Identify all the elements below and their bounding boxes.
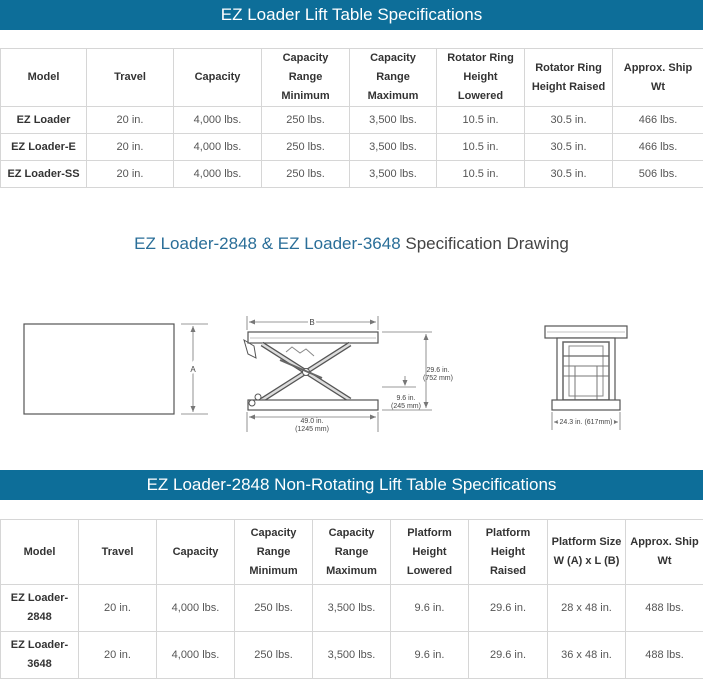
end-view-base bbox=[552, 400, 620, 410]
table-cell: 4,000 lbs. bbox=[157, 632, 235, 679]
table-cell: 250 lbs. bbox=[262, 107, 350, 134]
table-cell: 20 in. bbox=[87, 161, 174, 188]
platform-top-view bbox=[24, 324, 174, 414]
table-cell: 466 lbs. bbox=[613, 107, 703, 134]
table-cell: 250 lbs. bbox=[235, 585, 313, 632]
table-header-row bbox=[1, 520, 703, 585]
model-cell: EZ Loader-2848 bbox=[1, 585, 79, 632]
label-a: A bbox=[190, 365, 196, 374]
table-cell: 28 x 48 in. bbox=[548, 585, 626, 632]
table-cell: 4,000 lbs. bbox=[174, 161, 262, 188]
table-cell: 9.6 in. bbox=[391, 585, 469, 632]
column-header: Platform Height Lowered bbox=[391, 520, 469, 585]
model-cell: EZ Loader-SS bbox=[1, 161, 87, 188]
column-header: Travel bbox=[79, 520, 157, 585]
model-cell: EZ Loader bbox=[1, 107, 87, 134]
table-cell: 10.5 in. bbox=[437, 107, 525, 134]
table-cell: 29.6 in. bbox=[469, 632, 548, 679]
table-cell: 20 in. bbox=[79, 585, 157, 632]
table-cell: 506 lbs. bbox=[613, 161, 703, 188]
table-cell: 488 lbs. bbox=[626, 585, 703, 632]
column-header: Platform Size W (A) x L (B) bbox=[548, 520, 626, 585]
specification-drawing bbox=[0, 300, 703, 450]
raised-height-inches: 29.6 in. bbox=[426, 367, 450, 374]
column-header: Rotator Ring Height Lowered bbox=[437, 49, 525, 107]
table-cell: 466 lbs. bbox=[613, 134, 703, 161]
table-cell: 30.5 in. bbox=[525, 134, 613, 161]
table-header-row bbox=[1, 49, 703, 107]
drawing-title-suffix: Specification Drawing bbox=[400, 234, 569, 253]
drawing-title-models: EZ Loader-2848 & EZ Loader-3648 bbox=[134, 234, 401, 253]
table-cell: 3,500 lbs. bbox=[313, 585, 391, 632]
table-cell: 36 x 48 in. bbox=[548, 632, 626, 679]
table-cell: 488 lbs. bbox=[626, 632, 703, 679]
column-header: Travel bbox=[87, 49, 174, 107]
drawing-title bbox=[0, 234, 703, 254]
column-header: Capacity bbox=[174, 49, 262, 107]
table-cell: 20 in. bbox=[87, 107, 174, 134]
column-header: Approx. Ship Wt bbox=[613, 49, 703, 107]
table-cell: 3,500 lbs. bbox=[350, 161, 437, 188]
table-cell: 4,000 lbs. bbox=[157, 585, 235, 632]
table-cell: 250 lbs. bbox=[235, 632, 313, 679]
side-base bbox=[248, 400, 378, 410]
non-rotating-banner-title: EZ Loader-2848 Non-Rotating Lift Table Specifications bbox=[146, 475, 557, 494]
table-row bbox=[1, 107, 703, 134]
table-cell: 4,000 lbs. bbox=[174, 134, 262, 161]
table-row bbox=[1, 632, 703, 679]
table-cell: 3,500 lbs. bbox=[313, 632, 391, 679]
raised-height-mm: (752 mm) bbox=[423, 375, 453, 382]
side-platform bbox=[248, 332, 378, 343]
lowered-height-mm: (245 mm) bbox=[391, 403, 421, 410]
table-cell: 20 in. bbox=[79, 632, 157, 679]
table-cell: 3,500 lbs. bbox=[350, 134, 437, 161]
label-b: B bbox=[309, 318, 315, 327]
table-cell: 9.6 in. bbox=[391, 632, 469, 679]
column-header: Capacity Range Maximum bbox=[313, 520, 391, 585]
specs-banner-title: EZ Loader Lift Table Specifications bbox=[220, 5, 483, 24]
table-cell: 3,500 lbs. bbox=[350, 107, 437, 134]
table-cell: 10.5 in. bbox=[437, 161, 525, 188]
table-row bbox=[1, 585, 703, 632]
column-header: Capacity Range Minimum bbox=[262, 49, 350, 107]
end-view-frame bbox=[557, 338, 615, 404]
column-header: Capacity bbox=[157, 520, 235, 585]
table-row bbox=[1, 134, 703, 161]
table-cell: 30.5 in. bbox=[525, 107, 613, 134]
lift-table-specs bbox=[0, 48, 703, 188]
table-cell: 250 lbs. bbox=[262, 134, 350, 161]
table-cell: 29.6 in. bbox=[469, 585, 548, 632]
non-rotating-specs-banner bbox=[0, 470, 703, 500]
length-inches: 49.0 in. bbox=[300, 418, 324, 425]
width-label: 24.3 in. (617mm) bbox=[559, 419, 613, 426]
column-header: Platform Height Raised bbox=[469, 520, 548, 585]
table-cell: 20 in. bbox=[87, 134, 174, 161]
table-cell: 30.5 in. bbox=[525, 161, 613, 188]
length-mm: (1245 mm) bbox=[295, 426, 329, 433]
non-rotating-specs-table bbox=[0, 519, 703, 679]
column-header: Model bbox=[1, 520, 79, 585]
table-cell: 4,000 lbs. bbox=[174, 107, 262, 134]
model-cell: EZ Loader-E bbox=[1, 134, 87, 161]
column-header: Capacity Range Minimum bbox=[235, 520, 313, 585]
model-cell: EZ Loader-3648 bbox=[1, 632, 79, 679]
column-header: Approx. Ship Wt bbox=[626, 520, 703, 585]
column-header: Capacity Range Maximum bbox=[350, 49, 437, 107]
column-header: Rotator Ring Height Raised bbox=[525, 49, 613, 107]
lowered-height-inches: 9.6 in. bbox=[396, 395, 416, 402]
table-row bbox=[1, 161, 703, 188]
table-cell: 250 lbs. bbox=[262, 161, 350, 188]
column-header: Model bbox=[1, 49, 87, 107]
table-cell: 10.5 in. bbox=[437, 134, 525, 161]
specs-banner bbox=[0, 0, 703, 30]
